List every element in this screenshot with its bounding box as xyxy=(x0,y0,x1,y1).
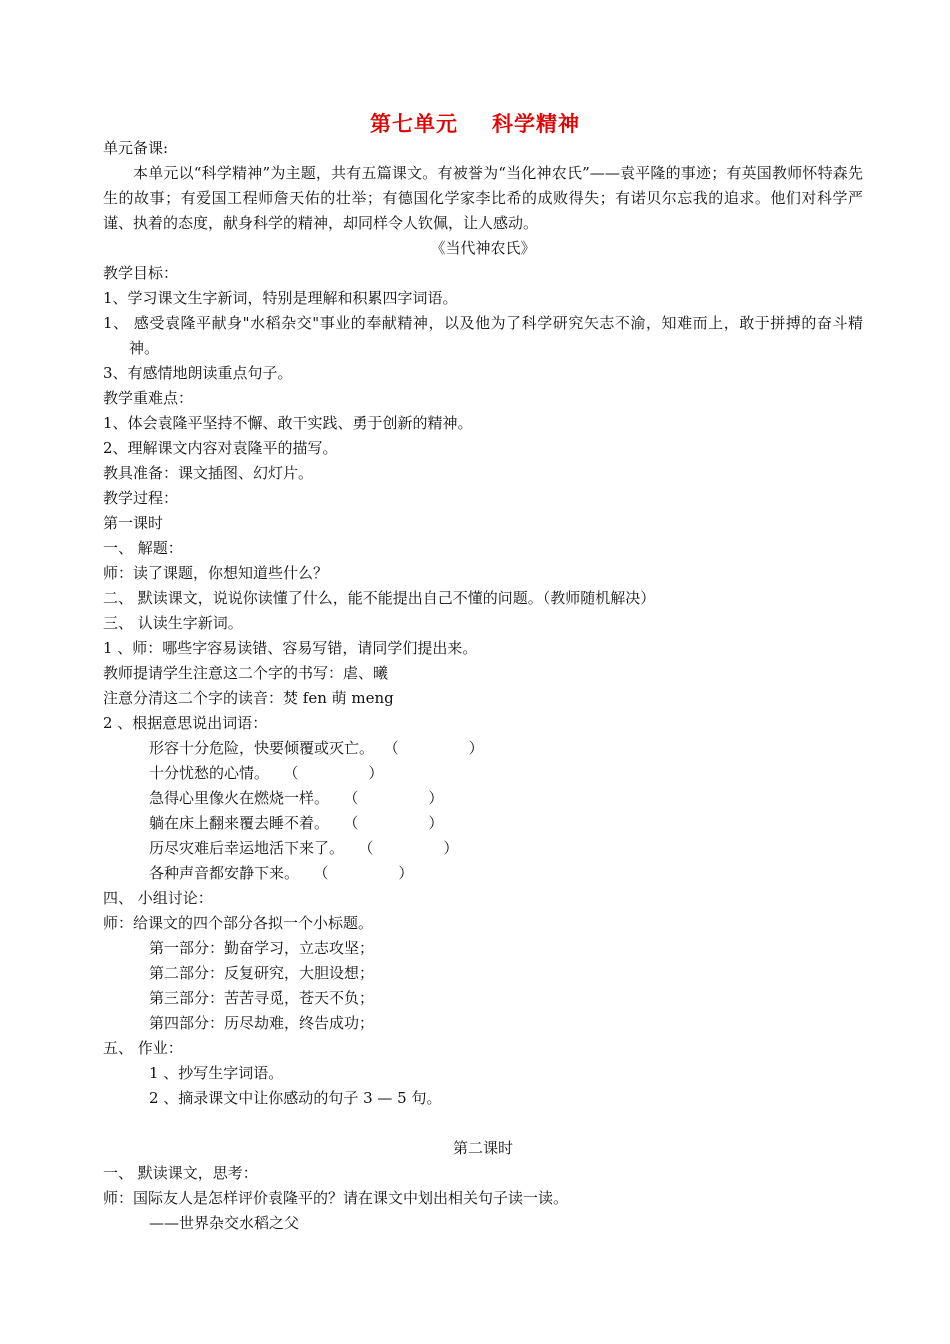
lesson-title: 《当代神农氏》 xyxy=(430,239,536,257)
goal-1: 1、学习课文生字新词，特别是理解和积累四字词语。 xyxy=(103,289,458,307)
title-theme: 科学精神 xyxy=(492,111,580,136)
teaching-tools: 教具准备：课文插图、幻灯片。 xyxy=(103,464,314,482)
step-1-teacher: 师：读了课题，你想知道些什么？ xyxy=(103,564,329,582)
part-heading: 第一部分：勤奋学习，立志攻坚； xyxy=(149,939,375,957)
document-body xyxy=(103,136,863,1236)
part-heading: 第二部分：反复研究，大胆设想； xyxy=(149,964,375,982)
part-heading: 第三部分：苦苦寻觅，苍天不负； xyxy=(149,989,375,1007)
step-2: 二、 默读课文，说说你读懂了什么，能不能提出自己不懂的问题。（教师随机解决） xyxy=(103,589,656,607)
definition-item: 各种声音都安静下来。 （ ） xyxy=(149,864,414,882)
definition-item: 历尽灾难后幸运地活下来了。 （ ） xyxy=(149,839,459,857)
unit-intro: 本单元以“科学精神”为主题，共有五篇课文。有被誉为“当化神农氏”——袁平隆的事迹；有英国教师怀特森先生的故事；有爱国工程师詹天佑的壮举；有德国化学家李比希的成败得失；有诺贝尔忘我的追求。他们对科学严谨、执着的态度，献身科学的精神，却同样令人钦佩，让人感动。 xyxy=(103,164,863,232)
homework-1: 1 、抄写生字词语。 xyxy=(149,1064,284,1082)
goals-label: 教学目标： xyxy=(103,264,179,282)
period-2-heading: 第二课时 xyxy=(452,1139,513,1157)
part-heading: 第四部分：历尽劫难，终告成功； xyxy=(149,1014,375,1032)
step-1: 一、 解题： xyxy=(103,539,183,557)
step-4-teacher: 师：给课文的四个部分各拟一个小标题。 xyxy=(103,914,374,932)
page-title xyxy=(0,108,950,138)
homework-2: 2 、摘录课文中让你感动的句子 3 — 5 句。 xyxy=(149,1089,442,1107)
period-2-teacher: 师：国际友人是怎样评价袁隆平的？请在课文中划出相关句子读一读。 xyxy=(103,1189,569,1207)
step-3: 三、 认读生字新词。 xyxy=(103,614,243,632)
step-3-item-2: 教师提请学生注意这二个字的书写：虐、曦 xyxy=(103,664,389,682)
period-2-step-1: 一、 默读课文，思考： xyxy=(103,1164,258,1182)
definition-item: 躺在床上翻来覆去睡不着。 （ ） xyxy=(149,814,444,832)
step-3-item-3: 注意分清这二个字的读音：焚 fen 萌 meng xyxy=(103,689,394,707)
step-4: 四、 小组讨论： xyxy=(103,889,213,907)
definition-item: 急得心里像火在燃烧一样。 （ ） xyxy=(149,789,444,807)
period-1-heading: 第一课时 xyxy=(103,514,164,532)
step-5: 五、 作业： xyxy=(103,1039,183,1057)
unit-label: 单元备课: xyxy=(103,139,169,157)
step-3-item-1: 1 、师：哪些字容易读错、容易写错，请同学们提出来。 xyxy=(103,639,478,657)
step-3-item-4: 2 、根据意思说出词语： xyxy=(103,714,268,732)
title-unit: 第七单元 xyxy=(370,111,458,136)
key-point-1: 1、体会袁隆平坚持不懈、敢干实践、勇于创新的精神。 xyxy=(103,414,473,432)
definition-item: 十分忧愁的心情。 （ ） xyxy=(149,764,384,782)
key-point-2: 2、理解课文内容对袁隆平的描写。 xyxy=(103,439,338,457)
key-points-label: 教学重难点： xyxy=(103,389,194,407)
definition-item: 形容十分危险，快要倾覆或灭亡。 （ ） xyxy=(149,739,484,757)
process-label: 教学过程： xyxy=(103,489,179,507)
goal-3: 3、有感情地朗读重点句子。 xyxy=(103,364,293,382)
goal-2: 1、 感受袁隆平献身"水稻杂交"事业的奉献精神，以及他为了科学研究矢志不渝，知难而上，敢于拼搏的奋斗精神。 xyxy=(103,314,863,357)
period-2-quote: ——世界杂交水稻之父 xyxy=(149,1214,300,1232)
